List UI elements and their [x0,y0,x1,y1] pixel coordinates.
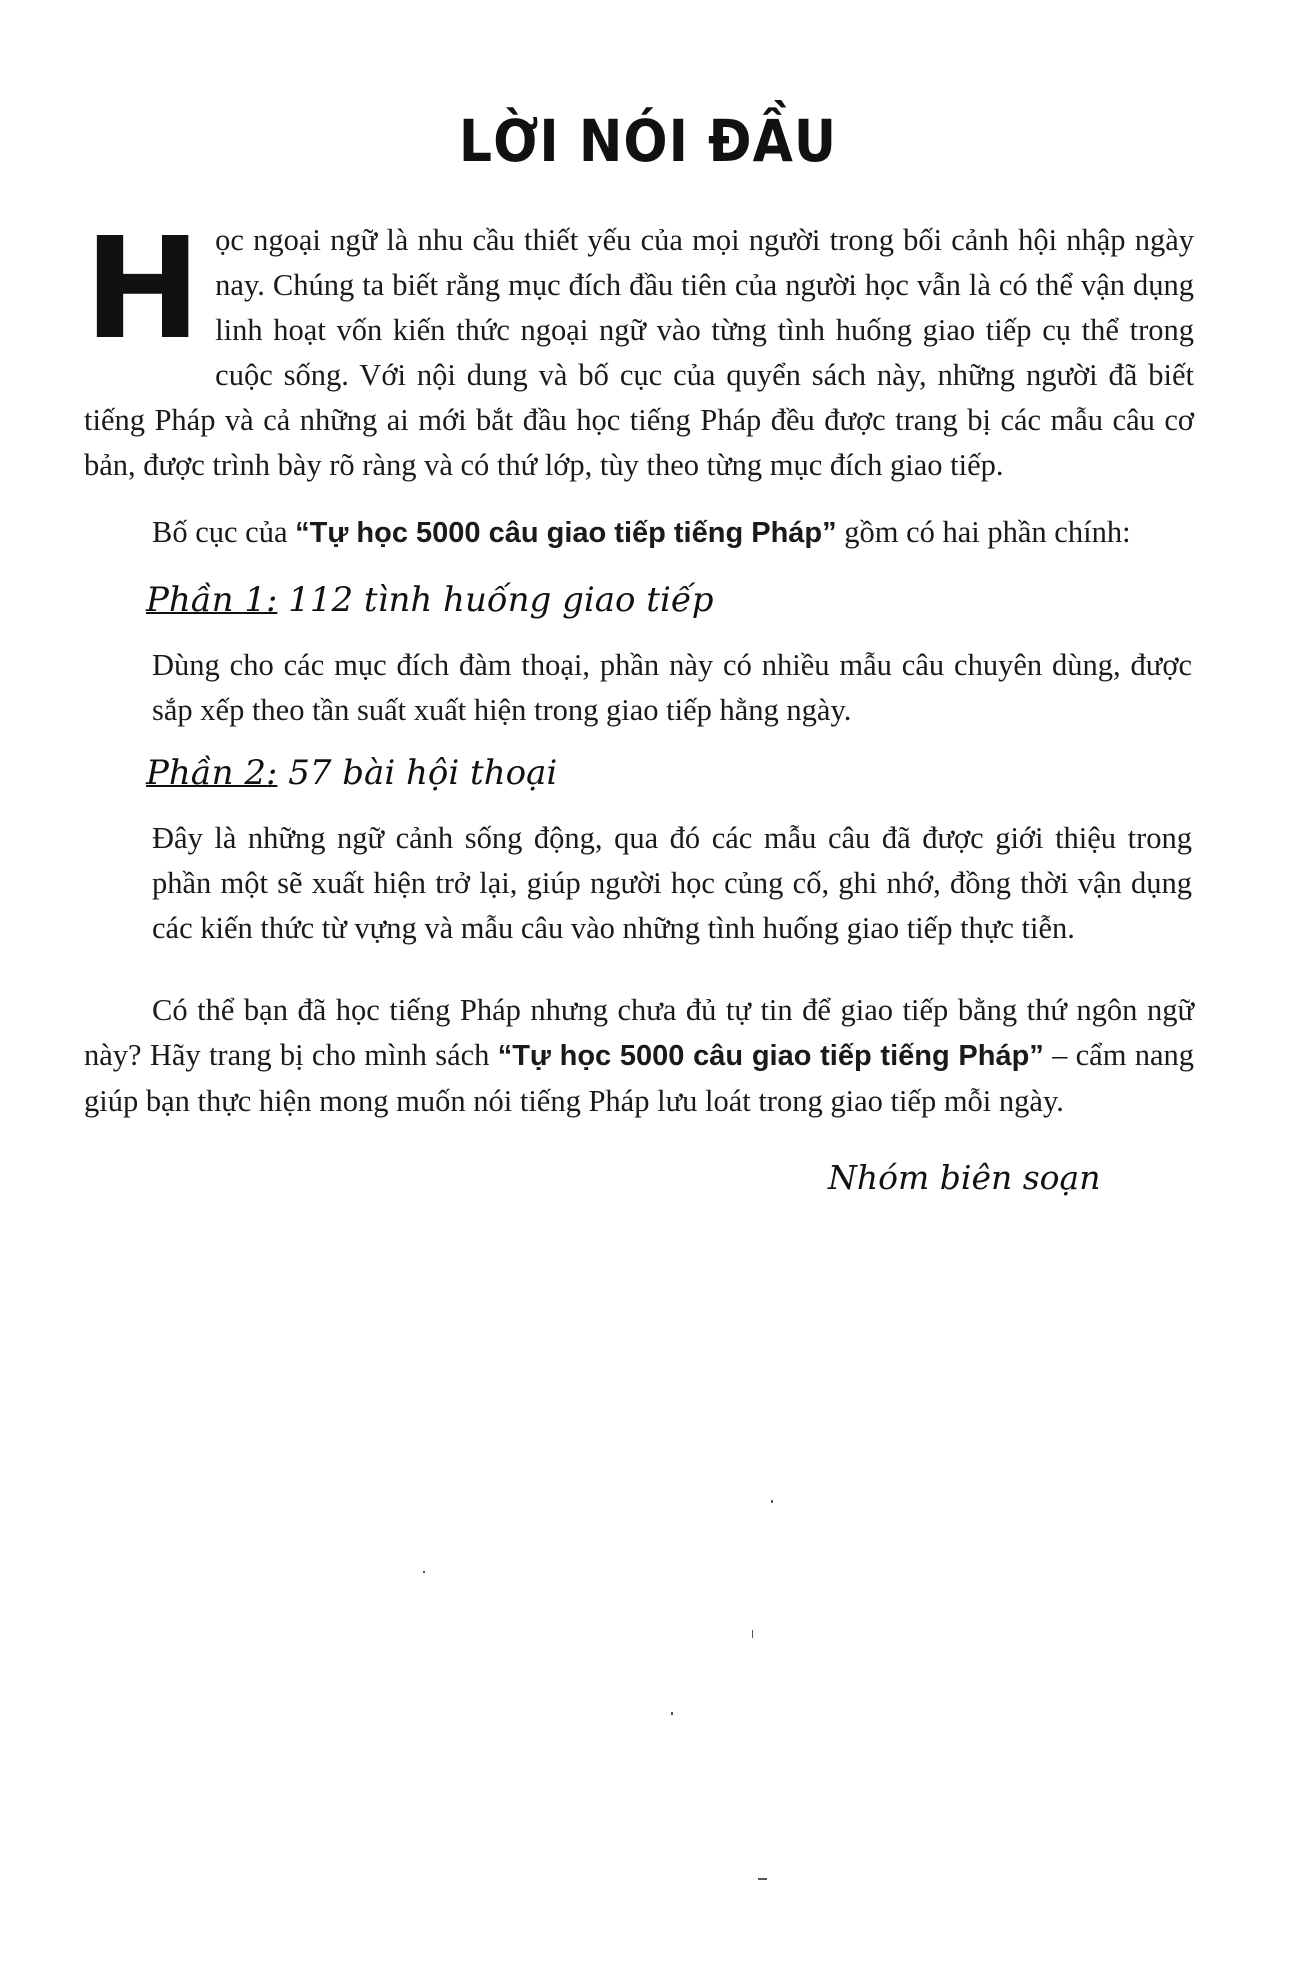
print-speck [423,1571,425,1573]
signature: Nhóm biên soạn [828,1158,1101,1197]
structure-prefix: Bố cục của [152,515,296,549]
print-speck [752,1630,753,1638]
part1-heading [146,580,714,620]
closing-paragraph [84,988,1194,1124]
closing-suffix: – cẩm nang giúp bạn thực hiện mong muốn nói tiếng Pháp lưu loát trong giao tiếp mỗi ngày. [84,1038,1194,1118]
part2-title: 57 bài hội thoại [277,753,558,793]
part2-heading [146,753,557,793]
book-title: “Tự học 5000 câu giao tiếp tiếng Pháp” [295,517,837,549]
closing-prefix: Có thể bạn đã học tiếng Pháp nhưng chưa đủ tự tin để giao tiếp bằng thứ ngôn ngữ này? Hãy trang bị cho mình sách [84,993,1194,1072]
part1-description: Dùng cho các mục đích đàm thoại, phần này có nhiều mẫu câu chuyên dùng, được sắp xếp theo tần suất xuất hiện trong giao tiếp hằng ngày. [152,648,1192,727]
intro-paragraph [84,208,1194,488]
print-speck [758,1878,767,1880]
page-title: LỜI NÓI ĐẦU [458,108,838,176]
closing-book-title: “Tự học 5000 câu giao tiếp tiếng Pháp” [497,1040,1044,1072]
drop-cap: H [84,208,202,371]
structure-suffix: gồm có hai phần chính: [836,515,1131,549]
part1-label: Phần 1: [146,580,278,620]
part1-title: 112 tình huống giao tiếp [277,580,714,620]
print-speck [771,1500,773,1503]
structure-paragraph [84,510,1194,556]
part2-description: Đây là những ngữ cảnh sống động, qua đó các mẫu câu đã được giới thiệu trong phần một sẽ xuất hiện trở lại, giúp người học củng cố, ghi nhớ, đồng thời vận dụng các kiến thức từ vựng và mẫu câu vào những tình huống giao tiếp thực tiễn. [152,821,1192,945]
intro-text: ọc ngoại ngữ là nhu cầu thiết yếu của mọi người trong bối cảnh hội nhập ngày nay. Chúng ta biết rằng mục đích đầu tiên của người học vẫn là có thể vận dụng linh hoạt vốn kiến thức ngoại ngữ vào từng tình huống giao tiếp cụ thể trong cuộc sống. Với nội dung và bố cục của quyển sách này, những người đã biết tiếng Pháp và cả những ai mới bắt đầu học tiếng Pháp đều được trang bị các mẫu câu cơ bản, được trình bày rõ ràng và có thứ lớp, tùy theo từng mục đích giao tiếp. [84,223,1194,482]
part2-label: Phần 2: [146,753,278,793]
print-speck [671,1712,673,1715]
